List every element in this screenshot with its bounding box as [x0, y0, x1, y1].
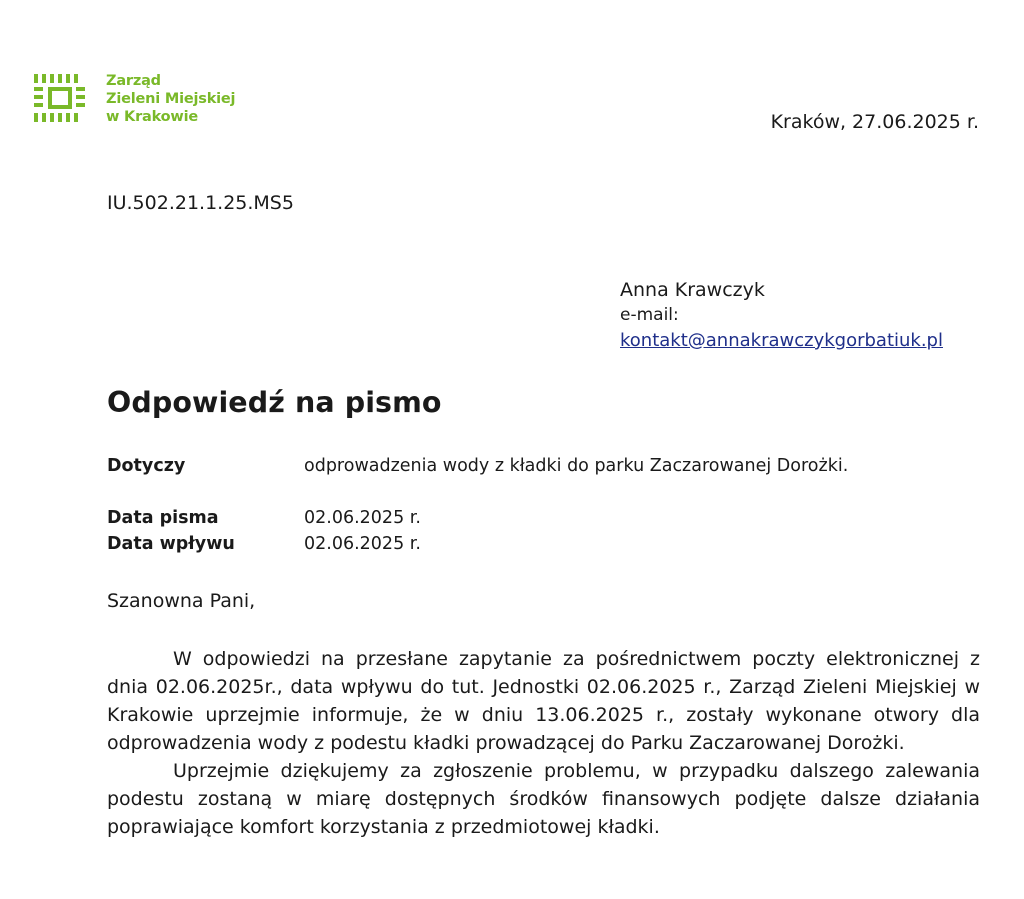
body-paragraph: Uprzejmie dziękujemy za zgłoszenie problemu, w przypadku dalszego zalewania podestu zostaną w miarę dostępnych środków finansowych podjęte dalsze działania poprawiające komfort korzystania z przedmiotowej kładki.: [107, 760, 980, 838]
zzm-logo-icon: [34, 72, 86, 124]
place-and-date: Kraków, 27.06.2025 r.: [770, 111, 979, 133]
recipient-block: [620, 278, 943, 353]
letter-date-row: [107, 508, 421, 528]
org-name-line-2: Zieleni Miejskiej: [106, 91, 236, 107]
subject-label: Dotyczy: [107, 456, 186, 476]
letter-title: Odpowiedź na pismo: [107, 386, 442, 419]
recipient-email-label: e-mail:: [620, 305, 679, 325]
org-name-line-3: w Krakowie: [106, 109, 199, 125]
organization-logo: [34, 72, 235, 126]
letter-date-value: 02.06.2025 r.: [304, 508, 421, 528]
receipt-date-row: [107, 534, 421, 554]
subject-value: odprowadzenia wody z kładki do parku Zaczarowanej Dorożki.: [304, 456, 849, 476]
salutation: Szanowna Pani,: [107, 590, 256, 612]
reference-number: IU.502.21.1.25.MS5: [107, 192, 294, 214]
letter-body: [107, 645, 980, 841]
subject-row: [107, 456, 848, 476]
letter-date-label: Data pisma: [107, 508, 219, 528]
organization-name: [106, 72, 235, 126]
recipient-name: Anna Krawczyk: [620, 279, 765, 301]
org-name-line-1: Zarząd: [106, 73, 161, 89]
receipt-date-value: 02.06.2025 r.: [304, 534, 421, 554]
receipt-date-label: Data wpływu: [107, 534, 235, 554]
body-paragraph: W odpowiedzi na przesłane zapytanie za pośrednictwem poczty elektronicznej z dnia 02.06.2025r., data wpływu do tut. Jednostki 02.06.2025 r., Zarząd Zieleni Miejskiej w Krakowie uprzejmie informuje, że w dniu 13.06.2025 r., zostały wykonane otwory dla odprowadzenia wody z podestu kładki prowadzącej do Parku Zaczarowanej Dorożki.: [107, 648, 980, 754]
recipient-email-link[interactable]: kontakt@annakrawczykgorbatiuk.pl: [620, 330, 943, 351]
